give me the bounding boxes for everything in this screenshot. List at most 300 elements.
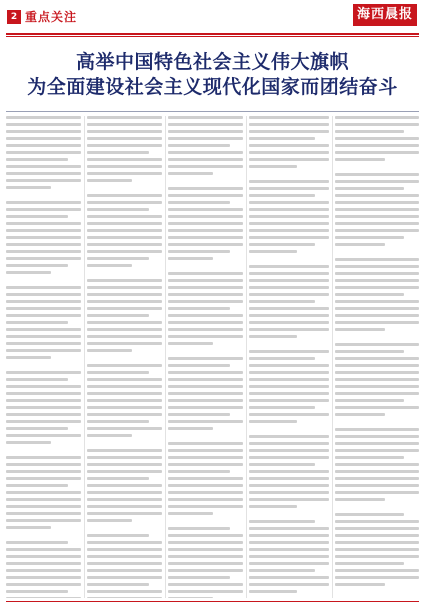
paragraph-gap (335, 165, 419, 169)
text-line-placeholder (87, 512, 162, 515)
paragraph-gap (87, 356, 162, 360)
text-line-placeholder (168, 413, 230, 416)
text-line-placeholder (87, 406, 162, 409)
text-line-placeholder (168, 272, 243, 275)
text-line-placeholder (168, 208, 243, 211)
paragraph-gap (87, 526, 162, 530)
text-line-placeholder (335, 449, 419, 452)
text-line-placeholder (335, 350, 404, 353)
text-line-placeholder (6, 179, 81, 182)
text-line-placeholder (87, 222, 162, 225)
text-line-placeholder (6, 498, 81, 501)
text-line-placeholder (87, 434, 132, 437)
text-line-placeholder (87, 456, 162, 459)
text-line-placeholder (168, 555, 243, 558)
text-line-placeholder (6, 307, 81, 310)
text-line-placeholder (335, 477, 419, 480)
text-line-placeholder (335, 498, 385, 501)
text-line-placeholder (335, 321, 419, 324)
text-line-placeholder (6, 158, 68, 161)
text-line-placeholder (168, 378, 243, 381)
text-line-placeholder (335, 343, 419, 346)
text-line-placeholder (168, 286, 243, 289)
text-line-placeholder (6, 541, 68, 544)
text-line-placeholder (6, 137, 81, 140)
text-line-placeholder (249, 123, 329, 126)
text-line-placeholder (168, 562, 243, 565)
text-line-placeholder (335, 180, 419, 183)
text-line-placeholder (168, 137, 243, 140)
text-line-placeholder (87, 165, 162, 168)
text-line-placeholder (335, 576, 419, 579)
text-line-placeholder (168, 222, 243, 225)
text-line-placeholder (249, 307, 329, 310)
text-line-placeholder (168, 484, 243, 487)
text-line-placeholder (6, 371, 81, 374)
paragraph-gap (249, 342, 329, 346)
text-line-placeholder (249, 576, 329, 579)
text-line-placeholder (87, 158, 162, 161)
text-line-placeholder (168, 116, 243, 119)
text-line-placeholder (168, 449, 243, 452)
column-separator (84, 116, 85, 598)
paragraph-gap (87, 441, 162, 445)
text-line-placeholder (335, 222, 419, 225)
text-line-placeholder (6, 597, 81, 598)
text-line-placeholder (168, 144, 230, 147)
text-line-placeholder (87, 215, 162, 218)
text-line-placeholder (6, 576, 81, 579)
page-number: 2 (7, 10, 21, 24)
paragraph-gap (335, 505, 419, 509)
text-line-placeholder (249, 484, 329, 487)
text-line-placeholder (249, 548, 329, 551)
text-line-placeholder (335, 144, 419, 147)
text-line-placeholder (6, 300, 81, 303)
text-line-placeholder (87, 307, 162, 310)
text-line-placeholder (249, 520, 315, 523)
text-line-placeholder (168, 279, 243, 282)
text-line-placeholder (6, 264, 68, 267)
header-rule-thin (6, 36, 419, 37)
text-line-placeholder (168, 229, 243, 232)
header-rule (6, 33, 419, 35)
text-line-placeholder (335, 463, 419, 466)
text-line-placeholder (249, 314, 329, 317)
text-line-placeholder (335, 279, 419, 282)
text-line-placeholder (249, 364, 329, 367)
text-line-placeholder (249, 165, 297, 168)
text-line-placeholder (168, 406, 243, 409)
text-line-placeholder (249, 151, 329, 154)
paragraph-gap (249, 172, 329, 176)
text-line-placeholder (168, 257, 213, 260)
text-line-placeholder (335, 534, 419, 537)
text-line-placeholder (6, 583, 81, 586)
text-line-placeholder (168, 420, 243, 423)
text-line-placeholder (335, 520, 419, 523)
text-line-placeholder (6, 335, 81, 338)
text-line-placeholder (168, 293, 243, 296)
text-line-placeholder (87, 179, 132, 182)
text-line-placeholder (249, 534, 329, 537)
text-line-placeholder (249, 371, 329, 374)
text-line-placeholder (249, 279, 329, 282)
text-line-placeholder (249, 456, 329, 459)
text-line-placeholder (168, 314, 243, 317)
text-line-placeholder (87, 427, 162, 430)
text-line-placeholder (335, 187, 404, 190)
article-body (6, 116, 419, 598)
text-line-placeholder (87, 569, 162, 572)
text-line-placeholder (168, 172, 213, 175)
column-separator (332, 116, 333, 598)
text-line-placeholder (249, 392, 329, 395)
text-line-placeholder (249, 413, 329, 416)
text-line-placeholder (6, 477, 81, 480)
text-line-placeholder (335, 569, 419, 572)
text-line-placeholder (6, 441, 51, 444)
text-line-placeholder (6, 562, 81, 565)
text-line-placeholder (6, 590, 68, 593)
text-line-placeholder (6, 420, 81, 423)
text-line-placeholder (87, 534, 149, 537)
text-line-placeholder (87, 342, 162, 345)
text-line-placeholder (87, 314, 149, 317)
text-line-placeholder (335, 413, 385, 416)
text-line-placeholder (168, 541, 243, 544)
text-line-placeholder (87, 583, 149, 586)
text-line-placeholder (168, 498, 243, 501)
text-line-placeholder (6, 491, 81, 494)
text-line-placeholder (6, 236, 81, 239)
text-line-placeholder (6, 385, 81, 388)
text-line-placeholder (168, 491, 243, 494)
text-line-placeholder (87, 541, 162, 544)
text-line-placeholder (87, 293, 162, 296)
text-line-placeholder (249, 137, 315, 140)
text-line-placeholder (168, 187, 243, 190)
text-line-placeholder (87, 137, 162, 140)
text-line-placeholder (249, 215, 329, 218)
article-column-2 (87, 116, 162, 598)
text-line-placeholder (87, 371, 149, 374)
text-line-placeholder (335, 293, 404, 296)
text-line-placeholder (6, 229, 81, 232)
section-title: 重点关注 (25, 10, 78, 24)
text-line-placeholder (168, 151, 243, 154)
text-line-placeholder (335, 555, 419, 558)
text-line-placeholder (249, 350, 329, 353)
text-line-placeholder (335, 328, 385, 331)
paragraph-gap (249, 257, 329, 261)
text-line-placeholder (6, 555, 81, 558)
text-line-placeholder (168, 123, 243, 126)
text-line-placeholder (87, 555, 162, 558)
paragraph-gap (168, 179, 243, 183)
text-line-placeholder (168, 463, 243, 466)
text-line-placeholder (87, 243, 162, 246)
text-line-placeholder (249, 236, 329, 239)
text-line-placeholder (168, 371, 243, 374)
text-line-placeholder (6, 356, 51, 359)
article-column-3 (168, 116, 243, 598)
text-line-placeholder (6, 201, 81, 204)
text-line-placeholder (87, 172, 162, 175)
text-line-placeholder (335, 378, 419, 381)
text-line-placeholder (87, 194, 162, 197)
text-line-placeholder (87, 378, 162, 381)
text-line-placeholder (249, 449, 329, 452)
text-line-placeholder (335, 215, 419, 218)
text-line-placeholder (87, 576, 162, 579)
text-line-placeholder (6, 399, 81, 402)
text-line-placeholder (335, 116, 419, 119)
text-line-placeholder (249, 194, 315, 197)
text-line-placeholder (335, 123, 419, 126)
text-line-placeholder (168, 321, 243, 324)
text-line-placeholder (168, 342, 213, 345)
text-line-placeholder (87, 123, 162, 126)
text-line-placeholder (6, 144, 81, 147)
text-line-placeholder (335, 208, 419, 211)
text-line-placeholder (87, 264, 132, 267)
text-line-placeholder (168, 194, 243, 197)
text-line-placeholder (335, 357, 419, 360)
text-line-placeholder (249, 555, 329, 558)
text-line-placeholder (168, 335, 243, 338)
text-line-placeholder (87, 548, 162, 551)
article-column-1 (6, 116, 81, 598)
text-line-placeholder (335, 258, 419, 261)
headline-line-2: 为全面建设社会主义现代化国家而团结奋斗 (27, 76, 398, 98)
text-line-placeholder (249, 229, 329, 232)
text-line-placeholder (249, 541, 329, 544)
text-line-placeholder (335, 236, 404, 239)
text-line-placeholder (6, 208, 81, 211)
text-line-placeholder (249, 406, 315, 409)
text-line-placeholder (249, 130, 329, 133)
text-line-placeholder (168, 243, 243, 246)
paragraph-gap (168, 519, 243, 523)
text-line-placeholder (87, 257, 149, 260)
text-line-placeholder (249, 442, 329, 445)
text-line-placeholder (87, 151, 149, 154)
text-line-placeholder (6, 569, 81, 572)
text-line-placeholder (249, 293, 329, 296)
text-line-placeholder (87, 335, 162, 338)
footer-rule (6, 601, 419, 602)
text-line-placeholder (6, 293, 81, 296)
paragraph-gap (335, 590, 419, 594)
paragraph-gap (87, 271, 162, 275)
text-line-placeholder (168, 364, 230, 367)
text-line-placeholder (249, 208, 329, 211)
text-line-placeholder (87, 484, 162, 487)
text-line-placeholder (87, 463, 162, 466)
text-line-placeholder (87, 519, 132, 522)
text-line-placeholder (335, 243, 385, 246)
text-line-placeholder (335, 527, 419, 530)
text-line-placeholder (6, 548, 81, 551)
text-line-placeholder (335, 307, 419, 310)
newspaper-masthead: 海西晨报 (353, 4, 417, 26)
text-line-placeholder (335, 442, 419, 445)
text-line-placeholder (168, 236, 243, 239)
text-line-placeholder (335, 265, 419, 268)
text-line-placeholder (6, 512, 81, 515)
paragraph-gap (6, 363, 81, 367)
text-line-placeholder (335, 548, 419, 551)
text-line-placeholder (6, 434, 81, 437)
text-line-placeholder (249, 590, 297, 593)
text-line-placeholder (335, 201, 419, 204)
text-line-placeholder (335, 272, 419, 275)
text-line-placeholder (87, 229, 162, 232)
text-line-placeholder (87, 420, 149, 423)
paragraph-gap (6, 448, 81, 452)
text-line-placeholder (168, 583, 243, 586)
text-line-placeholder (249, 286, 329, 289)
text-line-placeholder (335, 484, 419, 487)
text-line-placeholder (168, 597, 213, 598)
text-line-placeholder (6, 123, 81, 126)
paragraph-gap (249, 427, 329, 431)
text-line-placeholder (249, 180, 329, 183)
text-line-placeholder (168, 201, 230, 204)
text-line-placeholder (335, 491, 419, 494)
text-line-placeholder (249, 420, 297, 423)
text-line-placeholder (249, 463, 315, 466)
text-line-placeholder (87, 208, 149, 211)
headline-rule (6, 111, 419, 112)
text-line-placeholder (87, 328, 162, 331)
text-line-placeholder (6, 250, 81, 253)
paragraph-gap (6, 278, 81, 282)
text-line-placeholder (6, 526, 51, 529)
text-line-placeholder (168, 548, 243, 551)
paragraph-gap (249, 597, 329, 598)
text-line-placeholder (168, 250, 230, 253)
text-line-placeholder (335, 229, 419, 232)
text-line-placeholder (335, 428, 419, 431)
text-line-placeholder (168, 527, 230, 530)
paragraph-gap (335, 250, 419, 254)
text-line-placeholder (87, 562, 162, 565)
text-line-placeholder (249, 335, 297, 338)
text-line-placeholder (249, 243, 315, 246)
text-line-placeholder (87, 201, 162, 204)
text-line-placeholder (87, 130, 162, 133)
text-line-placeholder (335, 173, 419, 176)
text-line-placeholder (335, 314, 419, 317)
text-line-placeholder (6, 406, 81, 409)
text-line-placeholder (249, 569, 315, 572)
text-line-placeholder (168, 427, 213, 430)
text-line-placeholder (335, 194, 419, 197)
text-line-placeholder (87, 250, 162, 253)
text-line-placeholder (335, 399, 404, 402)
text-line-placeholder (249, 477, 329, 480)
text-line-placeholder (6, 215, 68, 218)
text-line-placeholder (249, 265, 329, 268)
text-line-placeholder (335, 435, 419, 438)
paragraph-gap (168, 349, 243, 353)
column-separator (246, 116, 247, 598)
text-line-placeholder (87, 413, 162, 416)
text-line-placeholder (87, 470, 162, 473)
text-line-placeholder (87, 300, 162, 303)
article-column-5 (335, 116, 419, 598)
text-line-placeholder (168, 215, 243, 218)
paragraph-gap (168, 434, 243, 438)
text-line-placeholder (249, 357, 315, 360)
text-line-placeholder (6, 243, 81, 246)
text-line-placeholder (168, 130, 243, 133)
paragraph-gap (168, 264, 243, 268)
text-line-placeholder (249, 435, 329, 438)
headline-block (6, 50, 419, 100)
text-line-placeholder (249, 321, 329, 324)
text-line-placeholder (168, 512, 213, 515)
paragraph-gap (6, 533, 81, 537)
text-line-placeholder (6, 151, 81, 154)
text-line-placeholder (168, 477, 243, 480)
text-line-placeholder (335, 583, 385, 586)
text-line-placeholder (6, 456, 81, 459)
text-line-placeholder (6, 328, 81, 331)
paragraph-gap (249, 512, 329, 516)
text-line-placeholder (87, 236, 162, 239)
text-line-placeholder (6, 378, 68, 381)
text-line-placeholder (168, 158, 243, 161)
text-line-placeholder (249, 250, 297, 253)
article-column-4 (249, 116, 329, 598)
text-line-placeholder (168, 165, 243, 168)
text-line-placeholder (168, 385, 243, 388)
text-line-placeholder (335, 137, 419, 140)
text-line-placeholder (168, 399, 243, 402)
text-line-placeholder (249, 527, 329, 530)
text-line-placeholder (87, 597, 162, 598)
text-line-placeholder (87, 321, 162, 324)
text-line-placeholder (249, 470, 329, 473)
text-line-placeholder (6, 271, 51, 274)
column-separator (165, 116, 166, 598)
paragraph-gap (335, 335, 419, 339)
text-line-placeholder (335, 130, 404, 133)
text-line-placeholder (6, 342, 81, 345)
text-line-placeholder (168, 392, 243, 395)
text-line-placeholder (335, 371, 419, 374)
text-line-placeholder (249, 187, 329, 190)
text-line-placeholder (87, 279, 162, 282)
text-line-placeholder (249, 385, 329, 388)
text-line-placeholder (87, 349, 132, 352)
text-line-placeholder (249, 491, 329, 494)
text-line-placeholder (6, 186, 51, 189)
text-line-placeholder (6, 392, 81, 395)
text-line-placeholder (335, 151, 419, 154)
paragraph-gap (6, 193, 81, 197)
text-line-placeholder (87, 364, 162, 367)
text-line-placeholder (168, 357, 243, 360)
text-line-placeholder (335, 286, 419, 289)
text-line-placeholder (6, 222, 81, 225)
text-line-placeholder (6, 463, 81, 466)
text-line-placeholder (6, 321, 68, 324)
text-line-placeholder (249, 328, 329, 331)
